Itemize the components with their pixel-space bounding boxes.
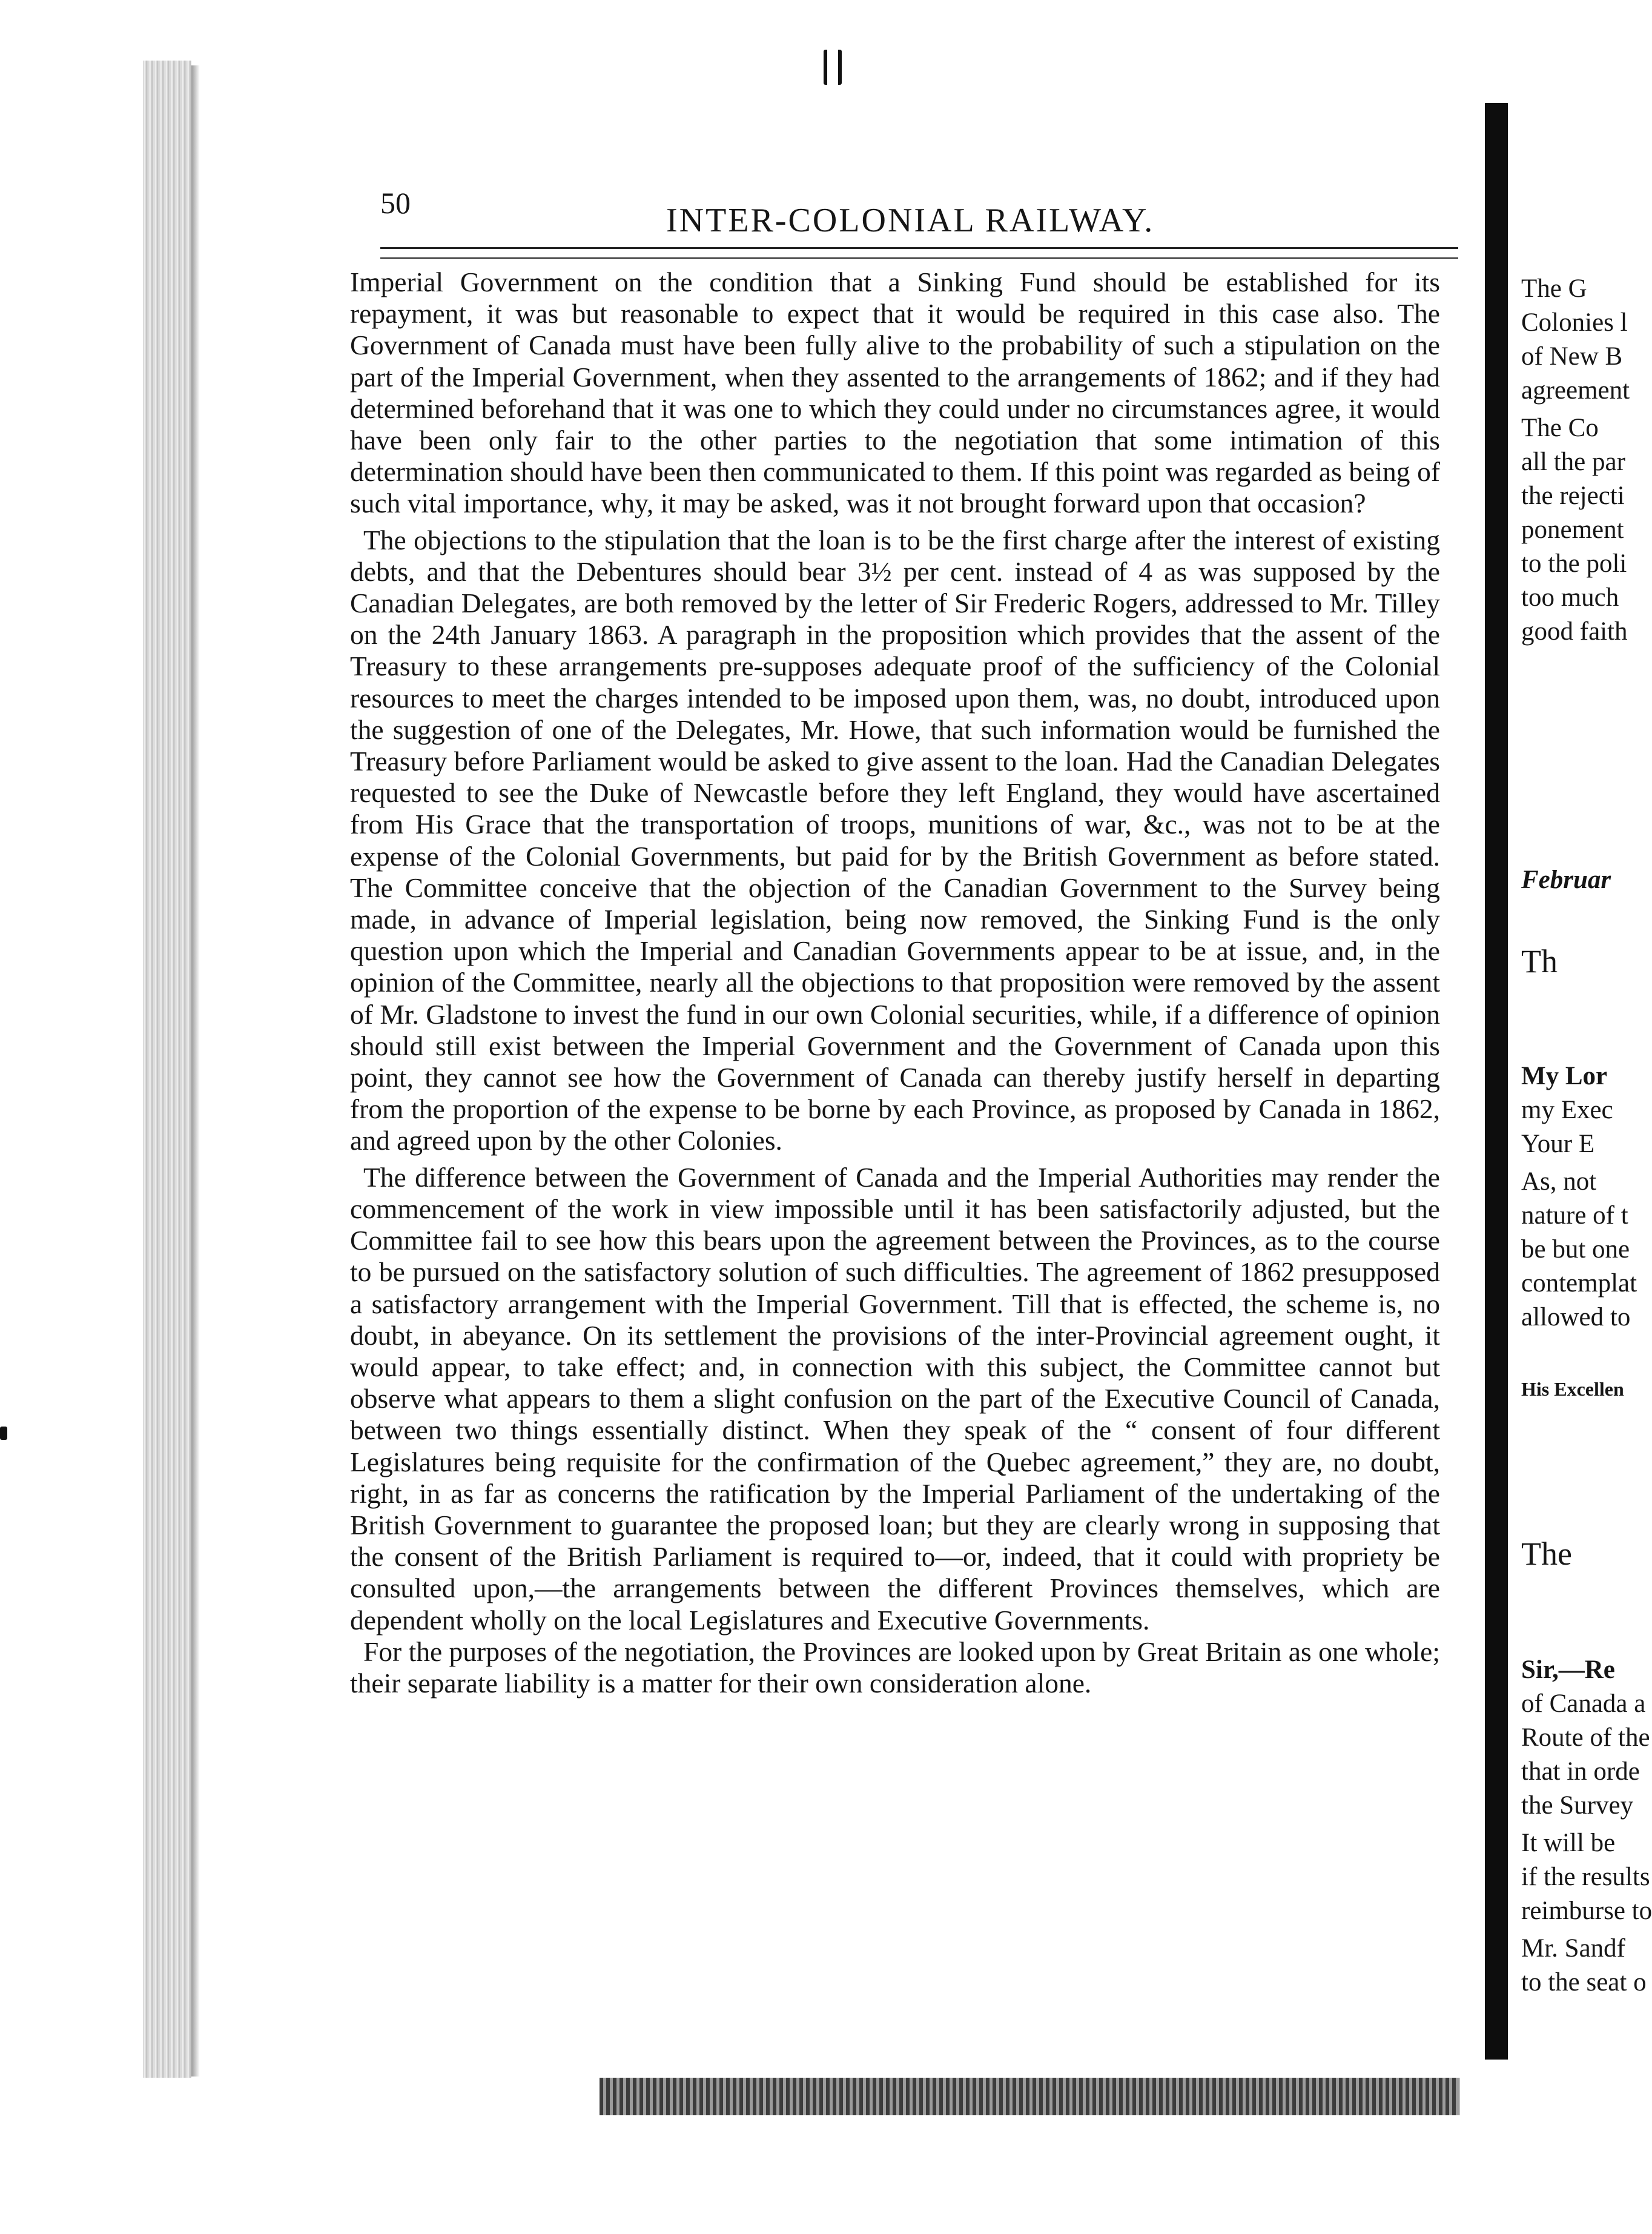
adjacent-fragment: if the results (1521, 1863, 1650, 1891)
page-divider (1485, 103, 1508, 2060)
adjacent-fragment: the rejecti (1521, 482, 1625, 510)
adjacent-fragment: Februar (1521, 866, 1611, 894)
body-text (350, 267, 1440, 1699)
scan-mark (0, 1427, 7, 1440)
adjacent-fragment: ponement (1521, 515, 1624, 544)
adjacent-fragment: all the par (1521, 448, 1625, 476)
paragraph: Imperial Government on the condition that a Sinking Fund should be established for its repayment, it was but reasonable to expect that it would be required in this case also. The Government of Canada must have been fully alive to the probability of such a stipulation on the part of the Imperial Government, when they assented to the arrangements of 1862; and if they had determined beforehand that it was one to which they could under no circumstances agree, it would have been only fair to the other parties to the negotiation that some intimation of this determination should have been then communicated to them. If this point was regarded as being of such vital importance, why, it may be asked, was it not brought forward upon that occasion? (350, 267, 1440, 519)
adjacent-fragment: that in orde (1521, 1757, 1640, 1786)
adjacent-fragment: nature of t (1521, 1201, 1628, 1230)
page-gutter-shadow (191, 65, 200, 2077)
adjacent-fragment: His Excellen (1521, 1378, 1624, 1400)
adjacent-fragment: allowed to (1521, 1303, 1631, 1331)
adjacent-fragment: the Survey (1521, 1791, 1634, 1820)
adjacent-fragment: Route of the (1521, 1723, 1650, 1752)
adjacent-fragment: too much (1521, 583, 1619, 612)
adjacent-fragment: Mr. Sandf (1521, 1934, 1625, 1963)
binding-mark (824, 50, 842, 85)
adjacent-fragment: The G (1521, 274, 1587, 303)
scan-strip (600, 2078, 1459, 2115)
adjacent-fragment: contemplat (1521, 1269, 1637, 1298)
adjacent-fragment: The Co (1521, 414, 1599, 442)
adjacent-fragment: agreement (1521, 376, 1630, 405)
adjacent-fragment: My Lor (1521, 1062, 1608, 1090)
adjacent-fragment: be but one (1521, 1235, 1630, 1264)
paragraph: For the purposes of the negotiation, the Provinces are looked upon by Great Britain as one whole; their separate liability is a matter for their own consideration alone. (350, 1636, 1440, 1699)
adjacent-fragment: The (1521, 1536, 1572, 1572)
page-number: 50 (380, 186, 411, 220)
paragraph: The objections to the stipulation that the loan is to be the first charge after the interest of existing debts, and that the Debentures should bear 3½ per cent. instead of 4 as was supposed by the Canadian Delegates, are both removed by the letter of Sir Frederic Rogers, addressed to Mr. Tilley on the 24th January 1863. A paragraph in the proposition which provides that the assent of the Treasury to these arrangements pre-supposes adequate proof of the sufficiency of the Colonial resources to meet the charges intended to be imposed upon them, was, no doubt, introduced upon the suggestion of one of the Delegates, Mr. Howe, that such information would be furnished the Treasury before Parliament would be asked to give assent to the loan. Had the Canadian Delegates requested to see the Duke of Newcastle before they left England, they would have ascertained from His Grace that the transportation of troops, munitions of war, &c., was not to be at the expense of the Colonial Governments, but paid for by the British Government as before stated. The Committee conceive that the objection of the Canadian Government to the Survey being made, in advance of Imperial legislation, being now removed, the Sinking Fund is the only question upon which the Imperial and Canadian Governments appear to be at issue, and, in the opinion of the Committee, nearly all the objections to that proposition were removed by the assent of Mr. Gladstone to invest the fund in our own Colonial securities, while, if a difference of opinion should still exist between the Imperial Government and the Government of Canada upon this point, they cannot see how the Government of Canada can thereby justify herself in departing from the proportion of the expense to be borne by each Province, as proposed by Canada in 1862, and agreed upon by the other Colonies. (350, 524, 1440, 1156)
running-title: INTER-COLONIAL RAILWAY. (666, 202, 1155, 239)
adjacent-fragment: Your E (1521, 1130, 1595, 1158)
adjacent-fragment: Colonies l (1521, 308, 1628, 337)
adjacent-fragment: As, not (1521, 1167, 1597, 1196)
adjacent-fragment: of Canada a (1521, 1689, 1646, 1718)
paragraph: The difference between the Government of Canada and the Imperial Authorities may render the commencement of the work in view impossible until it has been satisfactorily adjusted, but the Committee fail to see how this bears upon the agreement between the Provinces, as to the course to be pursued on the satisfactory solution of such difficulties. The agreement of 1862 presupposed a satisfactory arrangement with the Imperial Government. Till that is effected, the scheme is, no doubt, in abeyance. On its settlement the provisions of the inter-Provincial agreement ought, it would appear, to take effect; and, in connection with this subject, the Committee cannot but observe what appears to them a slight confusion on the part of the Executive Council of Canada, between two things essentially distinct. When they speak of the “ consent of four different Legislatures being requisite for the confirmation of the Quebec agreement,” they are, no doubt, right, in as far as concerns the ratification by the Imperial Parliament of the undertaking of the British Government to guarantee the proposed loan; but they are clearly wrong in supposing that the consent of the British Parliament is required to—or, indeed, that it could with propriety be consulted upon,—the arrangements between the different Provinces themselves, which are dependent wholly on the local Legislatures and Executive Governments. (350, 1161, 1440, 1636)
adjacent-fragment: Th (1521, 943, 1558, 979)
adjacent-fragment: to the poli (1521, 549, 1627, 578)
adjacent-fragment: reimburse to (1521, 1897, 1652, 1925)
book-page-edges (143, 61, 191, 2078)
adjacent-fragment: my Exec (1521, 1096, 1613, 1124)
adjacent-fragment: good faith (1521, 617, 1628, 646)
adjacent-fragment: of New B (1521, 342, 1623, 371)
adjacent-fragment: Sir,—Re (1521, 1656, 1615, 1684)
adjacent-fragment: to the seat o (1521, 1968, 1647, 1997)
adjacent-page (1508, 260, 1652, 2078)
adjacent-fragment: It will be (1521, 1829, 1616, 1857)
header-rule (380, 247, 1458, 259)
